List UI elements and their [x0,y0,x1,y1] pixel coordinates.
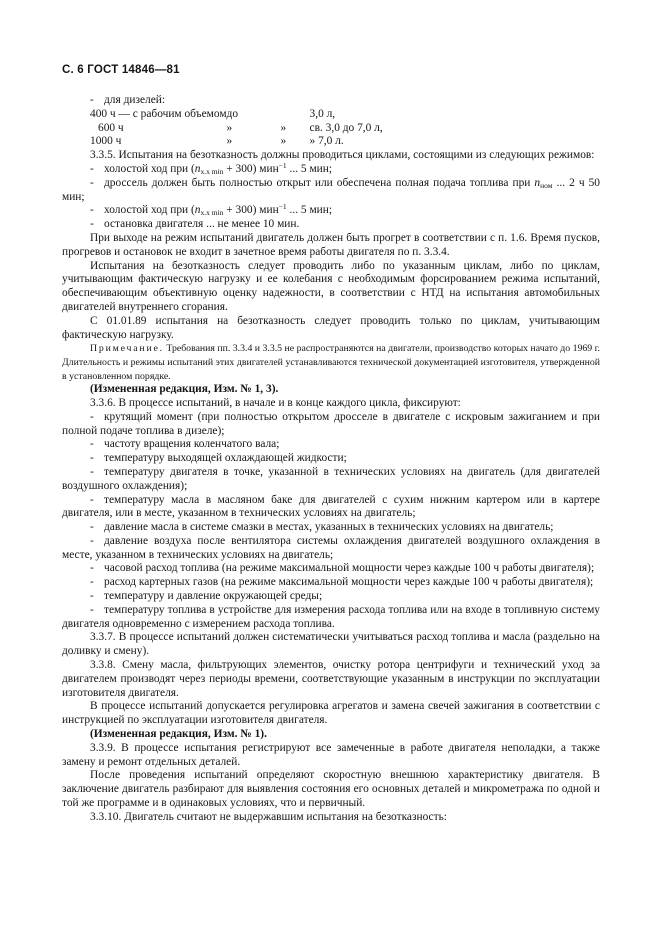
paragraph: При выходе на режим испытаний двигатель должен быть прогрет в соответствии с п. 1.6. Время пусков, прогревов и остановок не входит в зачетное время работы двигателя по п. 3.3.4. [62,231,600,258]
document-body [62,94,600,825]
note-label: Примечание. [90,343,164,355]
section-3-3-8: 3.3.8. Смену масла, фильтрующих элементов, очистку ротора центрифуги и технический уход за двигателем производят через периоды времени, соответствующие указанным в инструкции по эксплуатации изготовителя двигателя. [62,659,600,699]
diesel-duration-table [90,108,383,149]
list-item: - расход картерных газов (на режиме максимальной мощности через каждые 100 ч работы двигателя); [90,576,594,589]
list-item: - температуру масла в масляном баке для двигателей с сухим нижним картером или в картере двигателя, или в месте, указанном в технических условиях на двигатель; [62,493,600,520]
mode-item-idle-2: - холостой ход при $(n_{x.x min} + 300)$ мин$^{-1}$ ... 5 мин; [90,202,333,218]
note-block: Примечание. Требования пп. 3.3.4 и 3.3.5 не распространяются на двигатели, производство которых начато до 1969 г. Длительность и режимы испытаний этих двигателей устанавливаются технической документацией изготовителя, утвержденной в установленном порядке. [62,343,600,382]
paragraph: После проведения испытаний определяют скоростную внешнюю характеристику двигателя. В заключение двигатель разбирают для выявления состояния его основных деталей и микрометража по одной и той же программе и в одинаковых условиях, что и первичный. [62,769,600,810]
list-item: - часовой расход топлива (на режиме максимальной мощности через каждые 100 ч работы двигателя); [90,562,595,575]
section-3-3-9: 3.3.9. В процессе испытания регистрируют все замеченные в работе двигателя неполадки, а также замену и ремонт отдельных деталей. [62,741,600,768]
list-item: - давление воздуха после вентилятора системы охлаждения двигателей воздушного охлаждения в месте, указанном в технических условиях на двигатель; [62,534,600,561]
mode-item-throttle: - дроссель должен быть полностью открыт или обеспечена полная подача топлива при $n_{ном}$ ... 2 ч 50 мин; [62,176,600,203]
list-item: - температуру топлива в устройстве для измерения расхода топлива или на входе в топливную систему двигателя одновременно с измерением расхода топлива. [62,603,600,630]
revision-note: (Измененная редакция, Изм. № 1, 3). [90,383,279,396]
dash-marker: - [90,94,94,106]
list-item: - температуру двигателя в точке, указанной в технических условиях на двигатель (для двигателей воздушного охлаждения); [62,465,600,492]
list-item: - давление масла в системе смазки в местах, указанных в технических условиях на двигатель; [90,521,554,534]
section-3-3-5: 3.3.5. Испытания на безотказность должны проводиться циклами, состоящими из следующих режимов: [90,149,595,162]
list-item: - температуру выходящей охлаждающей жидкости; [90,452,347,465]
list-item: - частоту вращения коленчатого вала; [90,438,280,451]
list-item: - температуру и давление окружающей среды; [90,590,323,603]
paragraph: Испытания на безотказность следует проводить либо по указанным циклам, либо по циклам, учитывающим фактическую нагрузку и ее колебания с необходимым форсированием режима испытаний, обеспечивающим объективную оценку надежности, в соответствии с НТД на испытания автомобильных двигателей внутреннего сгорания. [62,259,600,313]
paragraph: В процессе испытаний допускается регулировка агрегатов и замена свечей зажигания в соответствии с инструкцией по эксплуатации изготовителя двигателя. [62,700,600,727]
page-header: С. 6 ГОСТ 14846—81 [62,64,180,76]
section-3-3-7: 3.3.7. В процессе испытаний должен систематически учитываться расход топлива и масла (раздельно на доливку и смену). [62,631,600,658]
mode-item-stop: - остановка двигателя ... не менее 10 мин. [90,218,300,231]
table-row: 400 ч — с рабочим объемом до 3,0 л, [90,107,336,120]
mode-item-idle: - холостой ход при $(n_{x.x min} + 300)$ мин$^{-1}$ ... 5 мин; [90,160,333,176]
diesel-intro: - для дизелей: [90,94,166,106]
paragraph: С 01.01.89 испытания на безотказность следует проводить только по циклам, учитывающим фактическую нагрузку. [62,314,600,341]
table-row: 1000 ч » » » 7,0 л. [90,135,344,148]
table-row: 600 ч » » св. 3,0 до 7,0 л, [98,121,383,134]
revision-note: (Измененная редакция, Изм. № 1). [90,728,267,741]
list-item: - крутящий момент (при полностью открытом дросселе в двигателе с искровым зажиганием и при полной подаче топлива в дизеле); [62,410,600,437]
section-3-3-10: 3.3.10. Двигатель считают не выдержавшим испытания на безотказность: [90,810,447,823]
section-3-3-6: 3.3.6. В процессе испытаний, в начале и в конце каждого цикла, фиксируют: [90,396,461,409]
